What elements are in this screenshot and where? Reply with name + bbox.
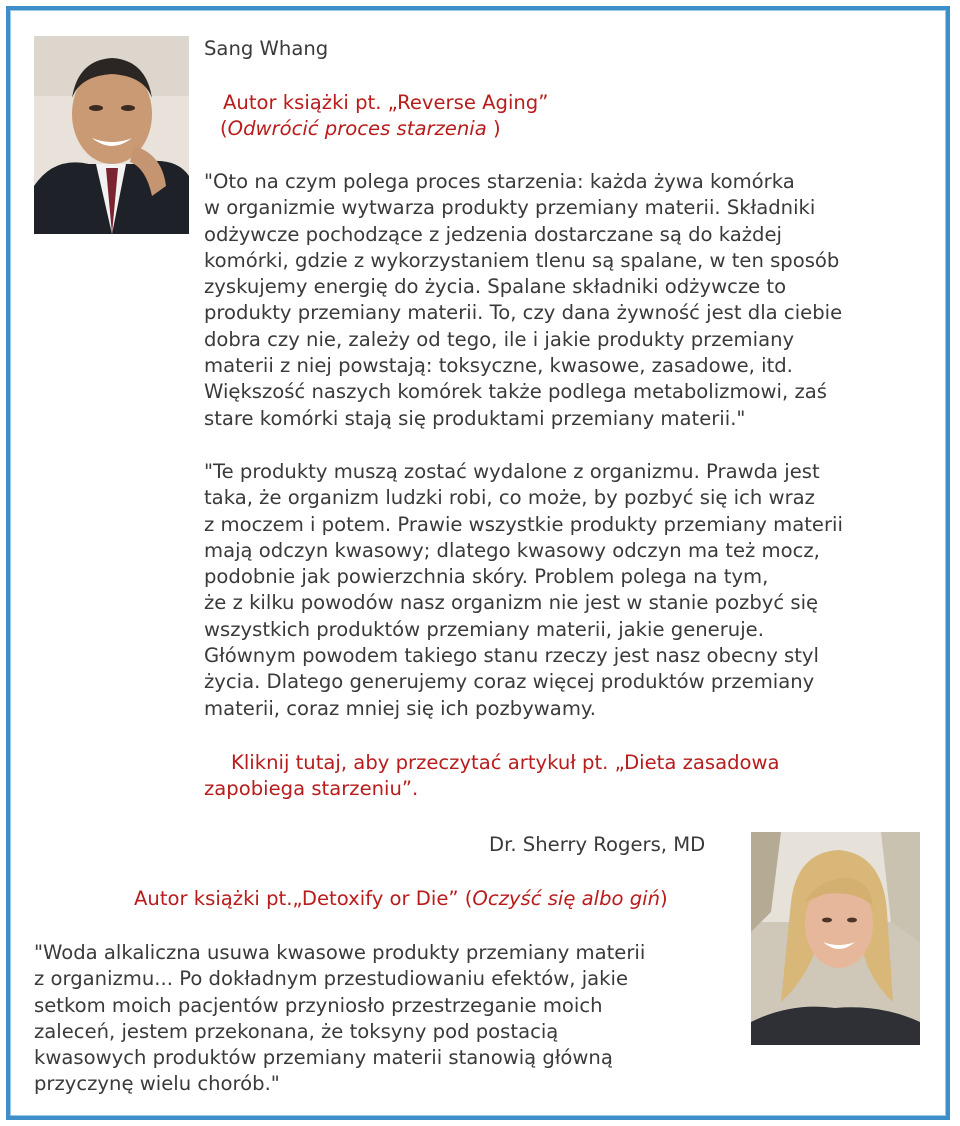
book-title-rogers <box>134 886 668 912</box>
quote-line: "Woda alkaliczna usuwa kwasowe produkty przemiany materii <box>34 941 646 964</box>
quote-paragraph-2 <box>204 459 843 722</box>
quote-line: materii z niej powstają: toksyczne, kwasowe, zasadowe, itd. <box>204 354 793 378</box>
quote-line: komórki, gdzie z wykorzystaniem tlenu są spalane, w ten sposób <box>204 248 840 272</box>
quote-line: stare komórki stają się produktami przemiany materii." <box>204 406 746 430</box>
book-title-prefix: Autor książki pt.„Detoxify or Die” ( <box>134 887 473 910</box>
quote-line: że z kilku powodów nasz organizm nie jest w stanie pozbyć się <box>204 591 819 615</box>
quote-line: w organizmie wytwarza produkty przemiany materii. Składniki <box>204 196 816 220</box>
author-photo-whang <box>34 36 189 234</box>
author-name: Sang Whang <box>204 37 329 60</box>
article-link-continued[interactable]: zapobiega starzeniu”. <box>204 777 419 800</box>
book-title: Autor książki pt. „Reverse Aging” <box>223 91 549 114</box>
quote-line: produkty przemiany materii. To, czy dana żywność jest dla ciebie <box>204 301 843 325</box>
author-name-rogers: Dr. Sherry Rogers, MD <box>489 833 706 856</box>
book-translation-text: Oczyść się albo giń <box>472 887 661 910</box>
quote-line: przyczynę wielu chorób." <box>34 1072 280 1096</box>
quote-line: zyskujemy energię do życia. Spalane składniki odżywcze to <box>204 275 787 299</box>
quote-line: dobra czy nie, zależy od tego, ile i jakie produkty przemiany <box>204 327 795 351</box>
quote-line: mają odczyn kwasowy; dlatego kwasowy odczyn ma też mocz, <box>204 538 820 562</box>
quote-line: z moczem i potem. Prawie wszystkie produkty przemiany materii <box>204 512 843 536</box>
book-translation-text: Odwrócić proces starzenia <box>227 117 487 140</box>
book-translation-open: ( <box>220 117 228 140</box>
quote-line: podobnie jak powierzchnia skóry. Problem polega na tym, <box>204 565 769 589</box>
quote-paragraph-3 <box>34 940 645 1098</box>
quote-line: zaleceń, jestem przekonana, że toksyny pod postacią <box>34 1019 559 1043</box>
quote-line: z organizmu... Po dokładnym przestudiowaniu efektów, jakie <box>34 967 629 991</box>
quote-line: "Oto na czym polega proces starzenia: każda żywa komórka <box>204 170 795 193</box>
quote-line: setkom moich pacjentów przyniosło przestrzeganie moich <box>34 993 603 1017</box>
article-link[interactable]: Kliknij tutaj, aby przeczytać artykuł pt. „Dieta zasadowa <box>231 751 780 774</box>
quote-line: materii, coraz mniej się ich pozbywamy. <box>204 696 596 720</box>
author-photo-rogers <box>751 832 920 1045</box>
quote-line: odżywcze pochodzące z jedzenia dostarczane są do każdej <box>204 222 782 246</box>
quote-line: kwasowych produktów przemiany materii stanowią główną <box>34 1046 613 1070</box>
book-translation <box>220 116 501 142</box>
quote-line: "Te produkty muszą zostać wydalone z organizmu. Prawda jest <box>204 460 820 483</box>
quote-line: Głównym powodem takiego stanu rzeczy jest nasz obecny styl <box>204 644 819 668</box>
quote-line: życia. Dlatego generujemy coraz więcej produktów przemiany <box>204 670 815 694</box>
quote-line: taka, że organizm ludzki robi, co może, by pozbyć się ich wraz <box>204 486 815 510</box>
quote-line: Większość naszych komórek także podlega metabolizmowi, zaś <box>204 380 827 404</box>
quote-paragraph-1 <box>204 169 842 432</box>
book-translation-close: ) <box>486 117 501 140</box>
book-title-close: ) <box>660 887 668 910</box>
quote-line: wszystkich produktów przemiany materii, jakie generuje. <box>204 617 764 641</box>
